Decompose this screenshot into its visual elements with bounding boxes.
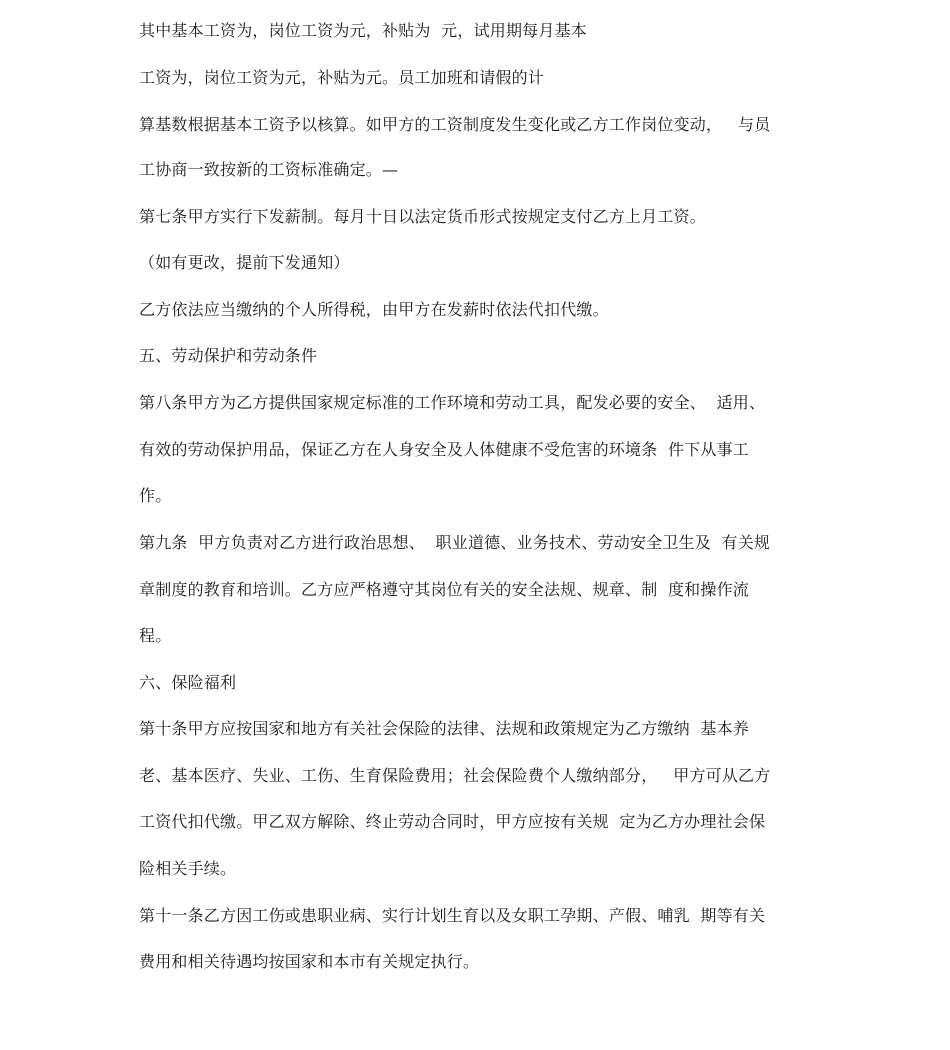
text-line: 第九条 甲方负责对乙方进行政治思想、 职业道德、业务技术、劳动安全卫生及 有关规	[139, 533, 771, 552]
text-line: 费用和相关待遇均按国家和本市有关规定执行。	[139, 952, 480, 971]
text-line: 作。	[139, 486, 172, 505]
text-line: 章制度的教育和培训。乙方应严格遵守其岗位有关的安全法规、规章、制 度和操作流	[139, 580, 749, 599]
text-line: 算基数根据基本工资予以核算。如甲方的工资制度发生变化或乙方工作岗位变动， 与员	[139, 115, 771, 134]
section-heading: 五、劳动保护和劳动条件	[139, 346, 318, 365]
text-line: 其中基本工资为，岗位工资为元，补贴为 元，试用期每月基本	[139, 21, 587, 40]
text-line: 工资代扣代缴。甲乙双方解除、终止劳动合同时，甲方应按有关规 定为乙方办理社会保	[139, 812, 766, 831]
text-line: 老、基本医疗、失业、工伤、生育保险费用；社会保险费个人缴纳部分， 甲方可从乙方	[139, 766, 771, 785]
text-line: （如有更改，提前下发通知）	[139, 253, 350, 272]
text-line: 险相关手续。	[139, 859, 237, 878]
text-line: 乙方依法应当缴纳的个人所得税，由甲方在发薪时依法代扣代缴。	[139, 300, 609, 319]
text-line: 程。	[139, 626, 172, 645]
text-line: 第八条甲方为乙方提供国家规定标准的工作环境和劳动工具，配发必要的安全、 适用、	[139, 393, 766, 412]
section-heading: 六、保险福利	[139, 673, 237, 692]
text-line: 第十一条乙方因工伤或患职业病、实行计划生育以及女职工孕期、产假、哺乳 期等有关	[139, 906, 766, 925]
text-line: 工资为，岗位工资为元，补贴为元。员工加班和请假的计	[139, 68, 545, 87]
text-line: 工协商一致按新的工资标准确定。—	[139, 160, 399, 179]
text-line: 第七条甲方实行下发薪制。每月十日以法定货币形式按规定支付乙方上月工资。	[139, 207, 707, 226]
text-line: 有效的劳动保护用品，保证乙方在人身安全及人体健康不受危害的环境条 件下从事工	[139, 440, 749, 459]
text-line: 第十条甲方应按国家和地方有关社会保险的法律、法规和政策规定为乙方缴纳 基本养	[139, 719, 749, 738]
